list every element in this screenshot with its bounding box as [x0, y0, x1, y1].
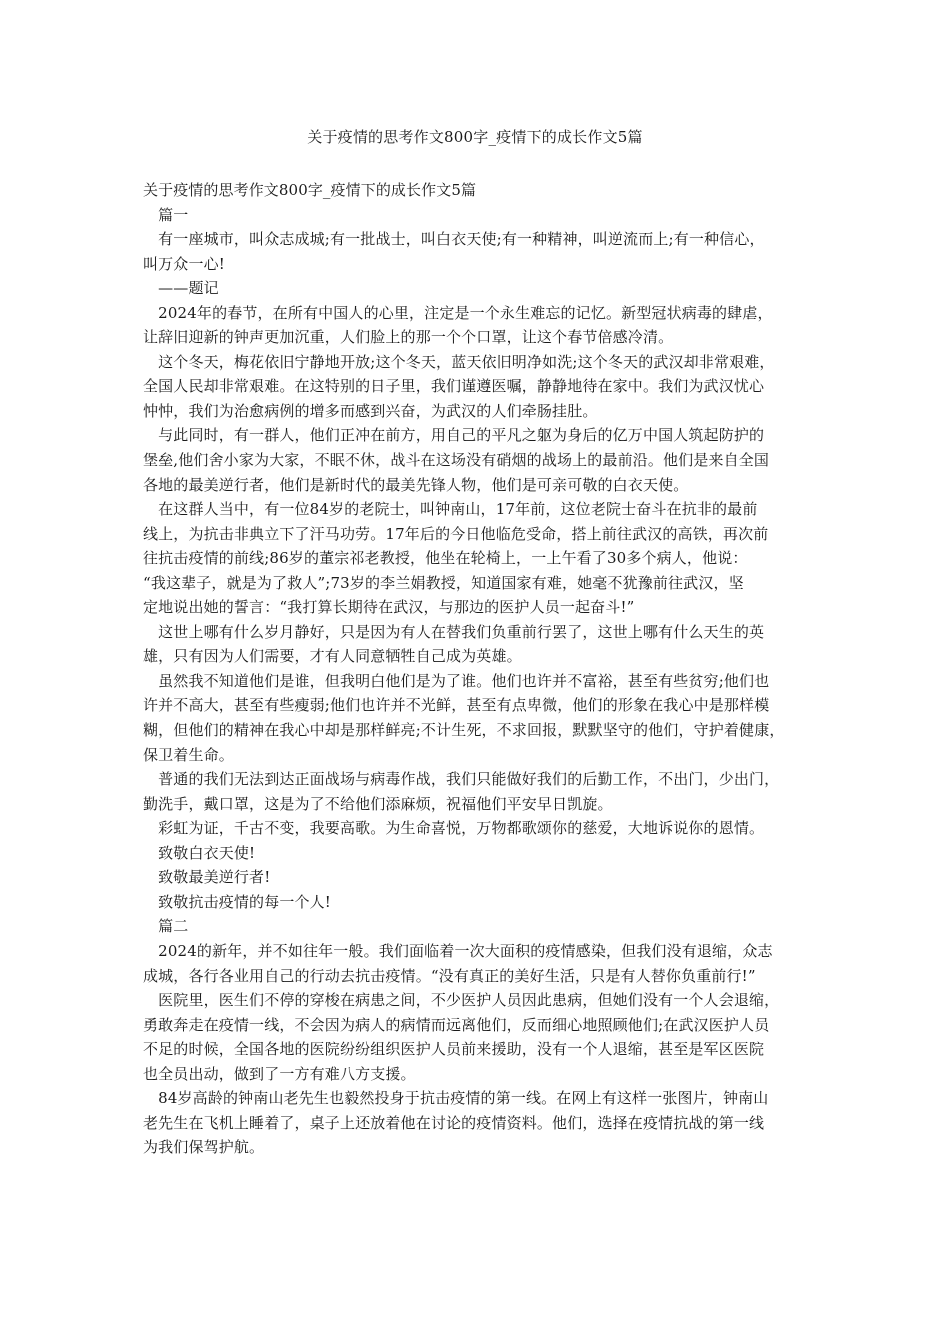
- text-line: 勤洗手，戴口罩，这是为了不给他们添麻烦，祝福他们平安早日凯旋。: [143, 794, 613, 813]
- text-line: 有一座城市，叫众志成城;有一批战士，叫白衣天使;有一种精神，叫逆流而上;有一种信心，: [143, 230, 765, 249]
- text-line: 彩虹为证，千古不变，我要高歌。为生命喜悦，万物都歌颂你的慈爱，大地诉说你的恩情。: [143, 819, 765, 838]
- text-line: 全国人民却非常艰难。在这特别的日子里，我们谨遵医嘱，静静地待在家中。我们为武汉忧心: [143, 377, 765, 396]
- text-line: 这个冬天，梅花依旧宁静地开放;这个冬天，蓝天依旧明净如洗;这个冬天的武汉却非常艰难，: [143, 352, 775, 371]
- text-line: 2024年的春节，在所有中国人的心里，注定是一个永生难忘的记忆。新型冠状病毒的肆虐，: [143, 303, 773, 322]
- text-line: 雄，只有因为人们需要，才有人同意牺牲自己成为英雄。: [143, 647, 522, 666]
- text-line: 线上，为抗击非典立下了汗马功劳。17年后的今日他临危受命，搭上前往武汉的高铁，再次前: [143, 524, 769, 543]
- text-line: 糊，但他们的精神在我心中却是那样鲜亮;不计生死，不求回报，默默坚守的他们，守护着健康，: [143, 721, 785, 740]
- text-line: 老先生在飞机上睡着了，桌子上还放着他在讨论的疫情资料。他们，选择在疫情抗战的第一线: [143, 1113, 765, 1132]
- text-line: 致敬抗击疫情的每一个人!: [143, 892, 331, 911]
- section-heading: 篇一: [143, 205, 189, 224]
- text-line: 这世上哪有什么岁月静好，只是因为有人在替我们负重前行罢了，这世上哪有什么天生的英: [143, 622, 765, 641]
- text-line: 许并不高大，甚至有些瘦弱;他们也许并不光鲜，甚至有点卑微，他们的形象在我心中是那样模: [143, 696, 770, 715]
- text-line: 勇敢奔走在疫情一线，不会因为病人的病情而远离他们，反而细心地照顾他们;在武汉医护人员: [143, 1015, 770, 1034]
- text-line: 各地的最美逆行者，他们是新时代的最美先锋人物，他们是可亲可敬的白衣天使。: [143, 475, 689, 494]
- text-line: 让辞旧迎新的钟声更加沉重，人们脸上的那一个个口罩，让这个春节倍感冷清。: [143, 328, 674, 347]
- text-line: 医院里，医生们不停的穿梭在病患之间，不少医护人员因此患病，但她们没有一个人会退缩，: [143, 991, 780, 1010]
- text-line: 也全员出动，做到了一方有难八方支援。: [143, 1064, 416, 1083]
- text-line: 2024的新年，并不如往年一般。我们面临着一次大面积的疫情感染，但我们没有退缩，众志: [143, 941, 773, 960]
- text-line: 与此同时，有一群人，他们正冲在前方，用自己的平凡之躯为身后的亿万中国人筑起防护的: [143, 426, 765, 445]
- document-title: 关于疫情的思考作文800字_疫情下的成长作文5篇: [307, 128, 643, 146]
- text-line: 叫万众一心!: [143, 254, 225, 273]
- section-heading: 篇二: [143, 917, 189, 936]
- text-line: 堡垒,他们舍小家为大家，不眠不休，战斗在这场没有硝烟的战场上的最前沿。他们是来自全国: [143, 451, 770, 470]
- epigraph-credit: ——题记: [143, 279, 219, 298]
- text-line: 忡忡，我们为治愈病例的增多而感到兴奋，为武汉的人们牵肠挂肚。: [143, 401, 598, 420]
- text-line: 虽然我不知道他们是谁，但我明白他们是为了谁。他们也许并不富裕，甚至有些贫穷;他们也: [143, 671, 770, 690]
- text-line: 为我们保驾护航。: [143, 1138, 265, 1157]
- text-line: 致敬最美逆行者!: [143, 868, 271, 887]
- text-line: 定地说出她的誓言：“我打算长期待在武汉，与那边的医护人员一起奋斗!”: [143, 598, 635, 617]
- text-line: 在这群人当中，有一位84岁的老院士，叫钟南山，17年前，这位老院士奋斗在抗非的最前: [143, 500, 758, 519]
- document-subtitle: 关于疫情的思考作文800字_疫情下的成长作文5篇: [143, 181, 477, 199]
- text-line: 往抗击疫情的前线;86岁的董宗祁老教授，他坐在轮椅上，一上午看了30多个病人，他说：: [143, 549, 748, 568]
- document-body: [143, 178, 815, 1160]
- text-line: 普通的我们无法到达正面战场与病毒作战，我们只能做好我们的后勤工作，不出门，少出门，: [143, 770, 780, 789]
- text-line: 84岁高龄的钟南山老先生也毅然投身于抗击疫情的第一线。在网上有这样一张图片，钟南山: [143, 1089, 769, 1108]
- text-line: 保卫着生命。: [143, 745, 234, 764]
- text-line: 成城，各行各业用自己的行动去抗击疫情。“没有真正的美好生活，只是有人替你负重前行!”: [143, 966, 756, 985]
- text-line: 不足的时候，全国各地的医院纷纷组织医护人员前来援助，没有一个人退缩，甚至是军区医院: [143, 1040, 765, 1059]
- text-line: 致敬白衣天使!: [143, 843, 256, 862]
- text-line: “我这辈子，就是为了救人”;73岁的李兰娟教授，知道国家有难，她毫不犹豫前往武汉，坚: [143, 573, 744, 592]
